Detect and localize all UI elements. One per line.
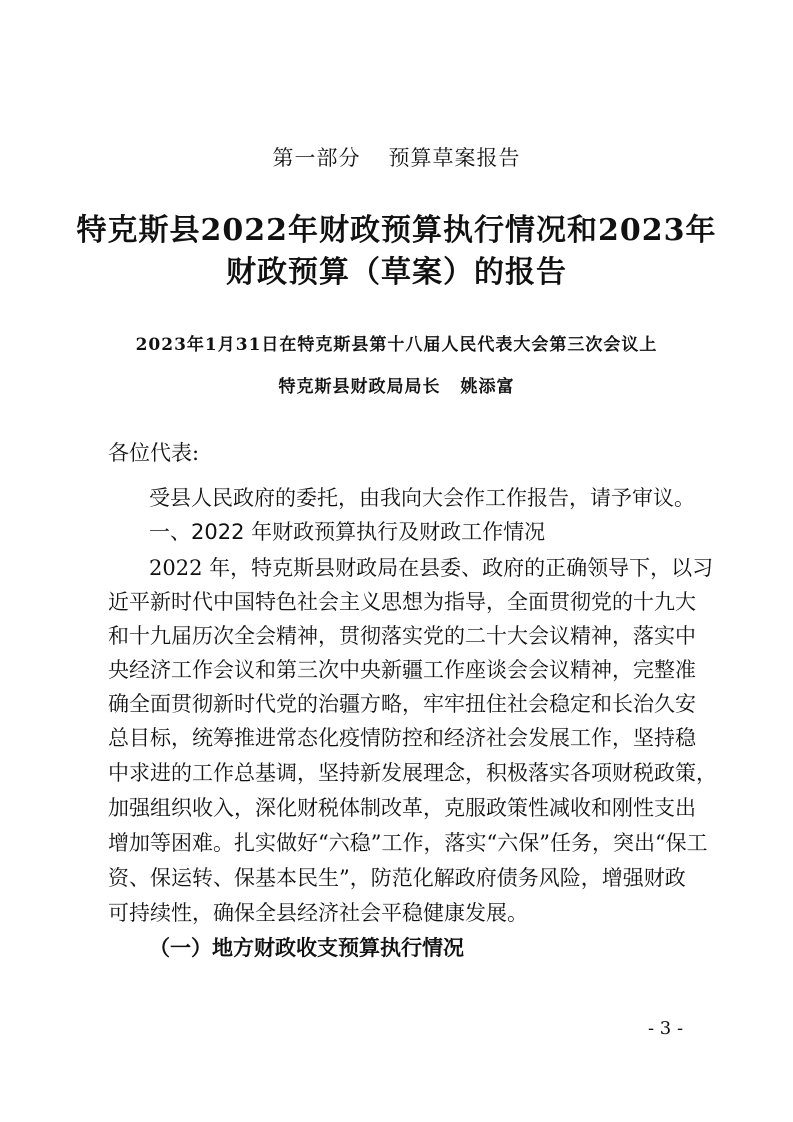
speaker-info	[0, 372, 793, 397]
paragraph-line: 2022 年，特克斯县财政局在县委、政府的正确领导下，以习	[149, 556, 714, 580]
part-label: 第一部分	[272, 146, 361, 170]
report-title-line-1: 特克斯县2022年财政预算执行情况和2023年	[76, 213, 717, 248]
paragraph-line: 增加等困难。扎实做好“六稳”工作，落实“六保”任务，突出“保工	[108, 831, 708, 855]
paragraph-line: 总目标，统筹推进常态化疫情防控和经济社会发展工作，坚持稳	[108, 726, 696, 750]
paragraph-line: 资、保运转、保基本民生”，防范化解政府债务风险，增强财政	[108, 866, 686, 890]
part-heading	[0, 142, 793, 172]
speaker-role: 特克斯县财政局局长	[278, 377, 441, 397]
paragraph-line: 央经济工作会议和第三次中央新疆工作座谈会会议精神，完整准	[108, 658, 696, 682]
salutation: 各位代表:	[108, 441, 200, 465]
paragraph-line: 加强组织收入，深化财税体制改革，克服政策性减收和刚性支出	[108, 796, 696, 820]
paragraph-line: 中求进的工作总基调，坚持新发展理念，积极落实各项财税政策，	[108, 761, 717, 785]
page-number: - 3 -	[648, 1018, 684, 1039]
speaker-name: 姚添富	[460, 377, 515, 397]
meeting-info: 2023年1月31日在特克斯县第十八届人民代表大会第三次会议上	[135, 335, 658, 355]
part-name: 预算草案报告	[388, 146, 521, 170]
section-heading-1-1: （一）地方财政收支预算执行情况	[149, 936, 464, 960]
report-title-line-2: 财政预算（草案）的报告	[226, 255, 567, 290]
section-heading-1: 一、2022 年财政预算执行及财政工作情况	[149, 520, 546, 544]
paragraph-line: 和十九届历次全会精神，贯彻落实党的二十大会议精神，落实中	[108, 624, 696, 648]
paragraph-line: 可持续性，确保全县经济社会平稳健康发展。	[108, 901, 528, 925]
paragraph-line: 近平新时代中国特色社会主义思想为指导，全面贯彻党的十九大	[108, 590, 696, 614]
intro-paragraph: 受县人民政府的委托，由我向大会作工作报告，请予审议。	[149, 486, 695, 510]
paragraph-line: 确全面贯彻新时代党的治疆方略，牢牢扭住社会稳定和长治久安	[108, 692, 696, 716]
